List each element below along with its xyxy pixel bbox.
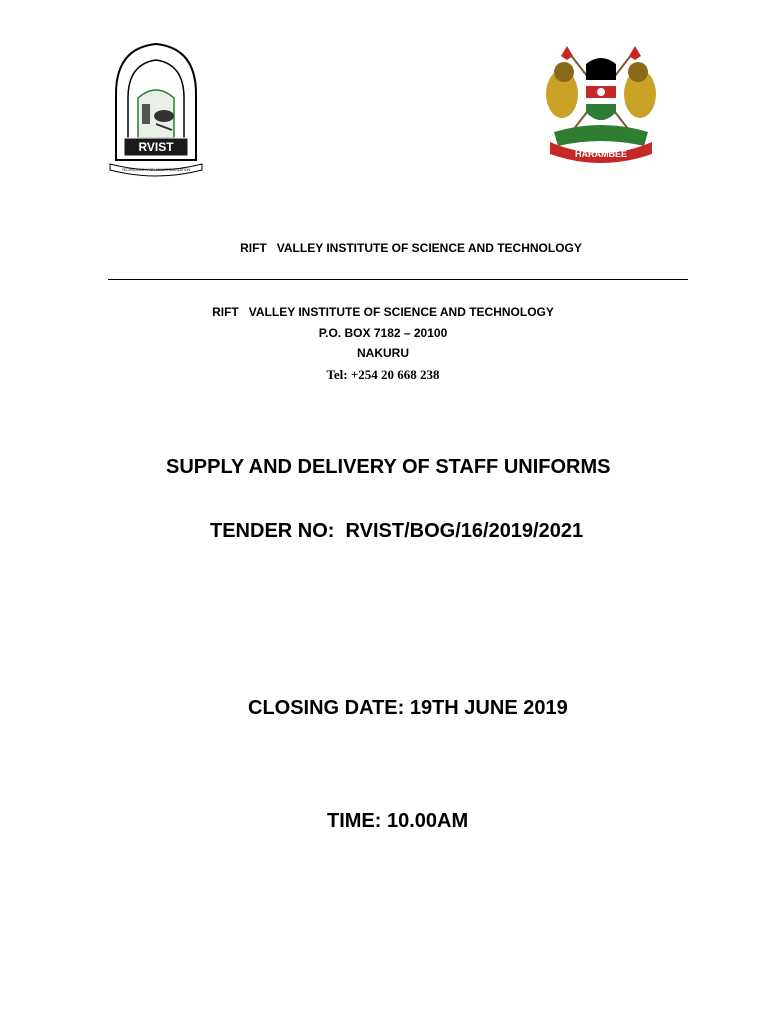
harambee-motto-text: HARAMBEE (574, 149, 628, 159)
address-telephone: Tel: +254 20 668 238 (326, 367, 440, 382)
address-town: NAKURU (357, 346, 409, 360)
header-title: RIFT VALLEY INSTITUTE OF SCIENCE AND TECHNOLOGY (240, 241, 582, 255)
closing-date: CLOSING DATE: 19TH JUNE 2019 (248, 697, 568, 719)
tender-number: TENDER NO: RVIST/BOG/16/2019/2021 (210, 520, 584, 542)
closing-time: TIME: 10.00AM (327, 810, 469, 832)
address-po-box: P.O. BOX 7182 – 20100 (318, 326, 448, 340)
tender-subject: SUPPLY AND DELIVERY OF STAFF UNIFORMS (166, 456, 611, 478)
header-divider (108, 279, 688, 280)
rvist-badge-text: RVIST (138, 140, 174, 154)
kenya-coat-of-arms-icon (540, 42, 662, 172)
rvist-crest-icon (108, 42, 204, 182)
rvist-motto-text: TECHNOLOGY FOR INDUSTRIALIZATION (121, 168, 191, 172)
address-name: RIFT VALLEY INSTITUTE OF SCIENCE AND TECHNOLOGY (212, 305, 554, 319)
